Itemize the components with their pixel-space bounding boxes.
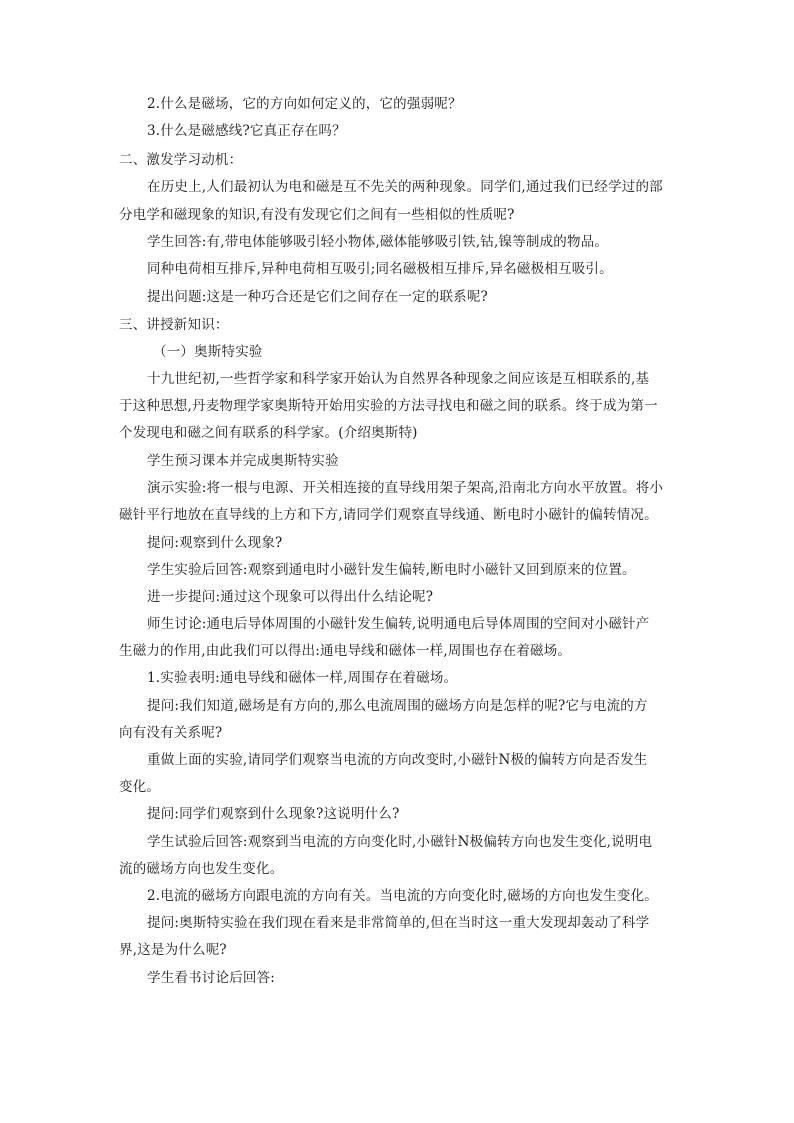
section-heading-motivation: 二、激发学习动机： — [119, 152, 243, 168]
paragraph-line: 生磁力的作用,由此我们可以得出:通电导线和磁体一样,周围也存在着磁场。 — [119, 643, 572, 659]
paragraph-line: 学生试验后回答:观察到当电流的方向变化时,小磁针N极偏转方向也发生变化,说明电 — [147, 834, 653, 850]
paragraph-line: 重做上面的实验,请同学们观察当电流的方向改变时,小磁针N极的偏转方向是否发生 — [147, 752, 648, 768]
paragraph-line: 学生回答:有,带电体能够吸引轻小物体,磁体能够吸引铁,钴,镍等制成的物品。 — [147, 234, 609, 250]
paragraph-line: 提问:我们知道,磁场是有方向的,那么电流周围的磁场方向是怎样的呢?它与电流的方 — [147, 698, 648, 714]
paragraph-line: 十九世纪初,一些哲学家和科学家开始认为自然界各种现象之间应该是互相联系的,基 — [147, 371, 650, 387]
subsection-heading-oersted: （一）奥斯特实验 — [153, 344, 263, 360]
paragraph-line: 同种电荷相互排斥,异种电荷相互吸引;同名磁极相互排斥,异名磁极相互吸引。 — [147, 261, 613, 277]
paragraph-line: 界,这是为什么呢? — [119, 942, 227, 958]
paragraph-line: 学生看书讨论后回答: — [147, 970, 276, 986]
paragraph-line: 分电学和磁现象的知识,有没有发现它们之间有一些相似的性质呢? — [119, 207, 515, 223]
paragraph-line: 进一步提问:通过这个现象可以得出什么结论呢? — [147, 589, 434, 605]
paragraph-line: 磁针平行地放在直导线的上方和下方,请同学们观察直导线通、断电时小磁针的偏转情况。 — [119, 507, 658, 523]
paragraph-line: 师生讨论:通电后导体周围的小磁针发生偏转,说明通电后导体周围的空间对小磁针产 — [147, 616, 650, 632]
conclusion-1: 1.实验表明:通电导线和磁体一样,周围存在着磁场。 — [147, 670, 458, 686]
paragraph-line: 学生实验后回答:观察到通电时小磁针发生偏转,断电时小磁针又回到原来的位置。 — [147, 562, 636, 578]
question-2: 2.什么是磁场，它的方向如何定义的，它的强弱呢？ — [147, 96, 462, 112]
paragraph-line: 在历史上,人们最初认为电和磁是互不先关的两种现象。同学们,通过我们已经学过的部 — [147, 179, 663, 195]
paragraph-line: 提问:奥斯特实验在我们现在看来是非常简单的,但在当时这一重大发现却轰动了科学 — [147, 915, 650, 931]
paragraph-line: 变化。 — [119, 779, 161, 795]
conclusion-2: 2.电流的磁场方向跟电流的方向有关。当电流的方向变化时,磁场的方向也发生变化。 — [147, 888, 658, 904]
paragraph-line: 提出问题:这是一种巧合还是它们之间存在一定的联系呢? — [147, 289, 488, 305]
paragraph-line: 提问:同学们观察到什么现象?这说明什么? — [147, 806, 400, 822]
paragraph-line: 向有没有关系呢? — [119, 725, 223, 741]
paragraph-line: 演示实验:将一根与电源、开关相连接的直导线用架子架高,沿南北方向水平放置。将小 — [147, 480, 664, 496]
paragraph-line: 于这种思想,丹麦物理学家奥斯特开始用实验的方法寻找电和磁之间的联系。终于成为第一 — [119, 398, 658, 414]
paragraph-line: 流的磁场方向也发生变化。 — [119, 861, 284, 877]
paragraph-line: 个发现电和磁之间有联系的科学家。(介绍奥斯特) — [119, 425, 418, 441]
paragraph-line: 学生预习课本并完成奥斯特实验 — [147, 453, 339, 469]
question-3: 3.什么是磁感线?它真正存在吗？ — [147, 123, 346, 139]
section-heading-new-knowledge: 三、讲授新知识： — [119, 317, 229, 333]
paragraph-line: 提问:观察到什么现象? — [147, 535, 283, 551]
